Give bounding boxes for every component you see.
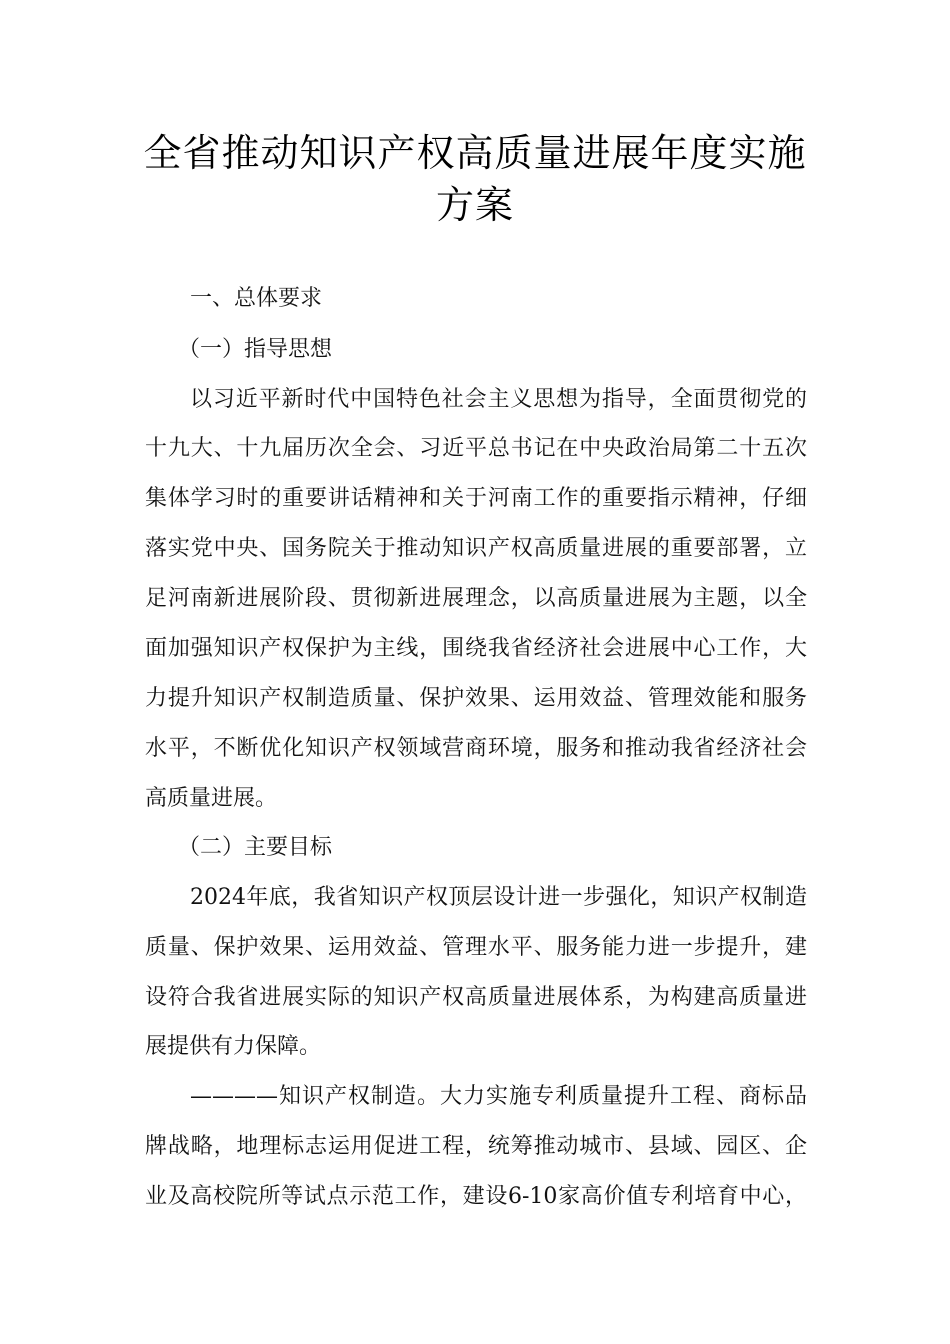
paragraph-line: 足河南新进展阶段、贯彻新进展理念，以高质量进展为主题，以全	[145, 586, 807, 611]
paragraph-line: 牌战略，地理标志运用促进工程，统筹推动城市、县域、园区、企	[145, 1134, 807, 1159]
paragraph-line: ————知识产权制造。大力实施专利质量提升工程、商标品	[190, 1084, 807, 1109]
paragraph-line: 高质量进展。	[145, 786, 278, 811]
subsection-heading: （一）指导思想	[178, 337, 333, 362]
paragraph-line: 面加强知识产权保护为主线，围绕我省经济社会进展中心工作，大	[145, 636, 807, 661]
paragraph-line: 落实党中央、国务院关于推动知识产权高质量进展的重要部署，立	[145, 536, 807, 561]
document-title-line-1: 全省推动知识产权高质量进展年度实施	[143, 131, 807, 175]
paragraph-line: 以习近平新时代中国特色社会主义思想为指导，全面贯彻党的	[190, 387, 807, 412]
subsection-heading: （二）主要目标	[178, 835, 333, 860]
paragraph-line: 水平，不断优化知识产权领域营商环境，服务和推动我省经济社会	[145, 736, 807, 761]
section-heading: 一、总体要求	[190, 286, 323, 311]
paragraph-line: 质量、保护效果、运用效益、管理水平、服务能力进一步提升，建	[145, 935, 807, 960]
paragraph-line: 十九大、十九届历次全会、习近平总书记在中央政治局第二十五次	[145, 436, 807, 461]
paragraph-line: 业及高校院所等试点示范工作，建设6-10家高价值专利培育中心，	[145, 1184, 807, 1209]
paragraph-line: 2024年底，我省知识产权顶层设计进一步强化，知识产权制造	[190, 885, 807, 910]
document-title-line-2: 方案	[435, 183, 514, 227]
paragraph-line: 展提供有力保障。	[145, 1034, 322, 1059]
paragraph-line: 集体学习时的重要讲话精神和关于河南工作的重要指示精神，仔细	[145, 486, 807, 511]
paragraph-line: 设符合我省进展实际的知识产权高质量进展体系，为构建高质量进	[145, 985, 807, 1010]
paragraph-line: 力提升知识产权制造质量、保护效果、运用效益、管理效能和服务	[145, 686, 807, 711]
